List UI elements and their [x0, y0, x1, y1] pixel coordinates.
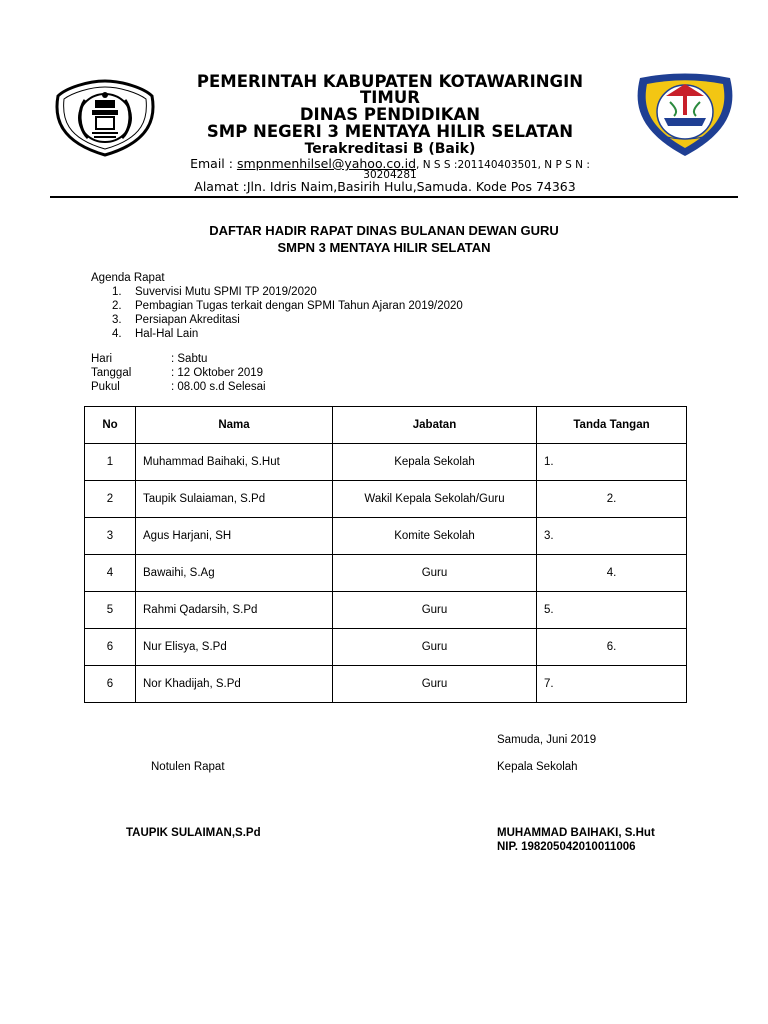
header-government: PEMERINTAH KABUPATEN KOTAWARINGIN [196, 72, 584, 91]
attendance-table [84, 406, 687, 703]
column-header-name: Nama [136, 407, 333, 444]
npsn-number: 30204281 [363, 169, 417, 181]
cell-signature: 2. [537, 481, 687, 518]
cell-no: 3 [85, 518, 136, 555]
cell-no: 6 [85, 666, 136, 703]
cell-no: 2 [85, 481, 136, 518]
cell-signature: 5. [537, 592, 687, 629]
meeting-info [91, 352, 266, 394]
cell-name: Rahmi Qadarsih, S.Pd [136, 592, 333, 629]
cell-position: Guru [333, 629, 537, 666]
time-label: Pukul [91, 381, 120, 393]
principal-role: Kepala Sekolah [497, 761, 578, 773]
column-header-position: Jabatan [333, 407, 537, 444]
agenda-item: 1. Suvervisi Mutu SPMI TP 2019/2020 [112, 286, 317, 298]
agenda-item: 4. Hal-Hal Lain [112, 328, 199, 340]
table-row [85, 666, 687, 703]
cell-position: Kepala Sekolah [333, 444, 537, 481]
cell-signature: 4. [537, 555, 687, 592]
document-title: DAFTAR HADIR RAPAT DINAS BULANAN DEWAN GURU [209, 223, 559, 238]
cell-signature: 1. [537, 444, 687, 481]
column-header-no: No [85, 407, 136, 444]
document-subtitle: SMPN 3 MENTAYA HILIR SELATAN [277, 240, 491, 255]
cell-no: 1 [85, 444, 136, 481]
cell-name: Agus Harjani, SH [136, 518, 333, 555]
cell-position: Guru [333, 666, 537, 703]
date-value: : 12 Oktober 2019 [171, 367, 264, 379]
day-value: : Sabtu [171, 353, 208, 365]
cell-signature: 3. [537, 518, 687, 555]
cell-position: Guru [333, 592, 537, 629]
header-accreditation: Terakreditasi B (Baik) [304, 141, 476, 157]
principal-name: MUHAMMAD BAIHAKI, S.Hut [497, 827, 655, 839]
note-taker-name: TAUPIK SULAIMAN,S.Pd [126, 827, 261, 839]
cell-no: 4 [85, 555, 136, 592]
header-department: DINAS PENDIDIKAN [299, 105, 481, 124]
email-label: Email : [190, 156, 237, 171]
table-row [85, 481, 687, 518]
cell-name: Bawaihi, S.Ag [136, 555, 333, 592]
cell-no: 6 [85, 629, 136, 666]
agenda-heading: Agenda Rapat [91, 272, 165, 284]
header-address: Alamat :Jln. Idris Naim,Basirih Hulu,Samuda. Kode Pos 74363 [194, 179, 576, 194]
school-ids: , N S S :201140403501, N P S N : [416, 159, 590, 171]
column-header-signature: Tanda Tangan [537, 407, 687, 444]
cell-signature: 7. [537, 666, 687, 703]
school-emblem-icon [630, 72, 740, 160]
table-row [85, 444, 687, 481]
table-row [85, 518, 687, 555]
principal-nip: NIP. 198205042010011006 [497, 841, 636, 853]
header-divider [50, 196, 738, 198]
header-region: TIMUR [360, 88, 420, 107]
cell-name: Muhammad Baihaki, S.Hut [136, 444, 333, 481]
table-row [85, 592, 687, 629]
table-row [85, 555, 687, 592]
cell-position: Wakil Kepala Sekolah/Guru [333, 481, 537, 518]
cell-name: Taupik Sulaiaman, S.Pd [136, 481, 333, 518]
regency-emblem-icon [52, 78, 158, 158]
cell-name: Nor Khadijah, S.Pd [136, 666, 333, 703]
agenda-item: 2. Pembagian Tugas terkait dengan SPMI Tahun Ajaran 2019/2020 [112, 300, 463, 312]
cell-signature: 6. [537, 629, 687, 666]
cell-position: Guru [333, 555, 537, 592]
agenda-list [112, 285, 463, 341]
date-label: Tanggal [91, 367, 132, 379]
cell-name: Nur Elisya, S.Pd [136, 629, 333, 666]
email-link[interactable]: smpnmenhilsel@yahoo.co.id [236, 156, 417, 171]
day-label: Hari [91, 353, 113, 365]
table-row [85, 629, 687, 666]
cell-position: Komite Sekolah [333, 518, 537, 555]
place-date: Samuda, Juni 2019 [497, 734, 597, 746]
note-taker-role: Notulen Rapat [151, 761, 225, 773]
table-header-row [85, 407, 687, 444]
time-value: : 08.00 s.d Selesai [171, 381, 266, 393]
cell-no: 5 [85, 592, 136, 629]
agenda-item: 3. Persiapan Akreditasi [112, 314, 240, 326]
header-school-name: SMP NEGERI 3 MENTAYA HILIR SELATAN [206, 122, 574, 141]
